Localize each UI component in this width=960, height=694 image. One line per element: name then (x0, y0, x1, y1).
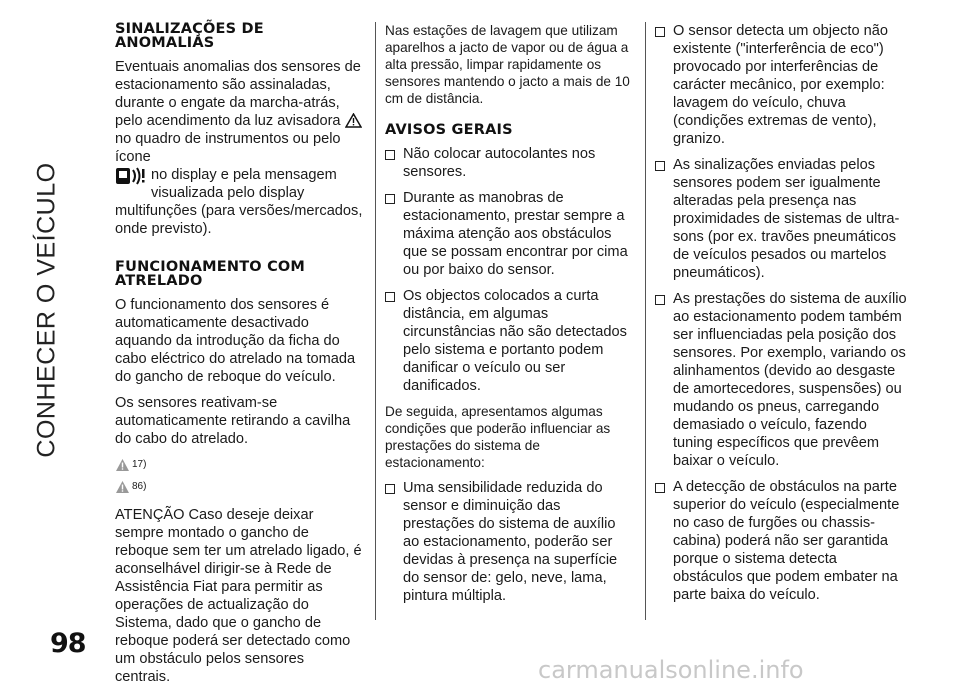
column-3 (655, 22, 910, 612)
column-divider-2 (645, 22, 646, 620)
paragraph-attention: ATENÇÃO Caso deseje deixar sempre montado o gancho de reboque sem ter um atrelado ligado, é aconselhável dirigir-se à Rede de Assistência Fiat para permitir as operações de actualização do Sistema, dado que o gancho de reboque poderá ser detectado como um obstáculo pelos sensores centrais. (115, 507, 362, 685)
list-item: O sensor detecta um objecto não existente ("interferência de eco") provocado por interferências de carácter mecânico, por exemplo: lavagem do veículo, chuva (condições extremas de vento), granizo. (655, 22, 910, 148)
reference-label-1: 17) (132, 459, 147, 470)
heading-anomalies: SINALIZAÇÕES DE ANOMALIAS (115, 21, 264, 51)
conditions-list (385, 479, 635, 605)
general-warnings-list (385, 145, 635, 395)
column-1 (115, 22, 363, 694)
list-item: Os objectos colocados a curta distância, em algumas circunstâncias não são detectados pelo sistema e portanto podem danificar o veículo ou ser danificados. (385, 287, 635, 395)
column-2 (385, 22, 635, 613)
parking-sensor-icon (115, 166, 147, 186)
anomalies-text-a: Eventuais anomalias dos sensores de estacionamento são assinaladas, durante o engate da marcha-atrás, pelo acendimento da luz avisadora (115, 59, 361, 129)
side-section-title: CONHECER O VEÍCULO (32, 162, 61, 458)
column-divider-1 (375, 22, 376, 620)
list-item: A detecção de obstáculos na parte superior do veículo (especialmente no caso de furgões ou chassis-cabina) poderá não ser garantida porque o sistema detecta obstáculos que podem embater na parte baixa do veículo. (655, 478, 910, 604)
watermark: carmanualsonline.info (538, 656, 804, 684)
page-number: 98 (50, 628, 86, 659)
paragraph-washing: Nas estações de lavagem que utilizam aparelhos a jacto de vapor ou de água a alta pressão, limpar rapidamente os sensores mantendo o jacto a mais de 10 cm de distância. (385, 23, 630, 106)
list-item: As sinalizações enviadas pelos sensores podem ser igualmente alteradas pela presença nas proximidades de sistemas de ultra-sons (por ex. travões pneumáticos de veículos pesados ou martelos pneumáticos). (655, 156, 910, 282)
anomalies-text-b: no quadro de instrumentos ou pelo ícone (115, 131, 341, 165)
heading-general-warnings: AVISOS GERAIS (385, 122, 513, 138)
paragraph-anomalies (115, 58, 363, 238)
list-item: Durante as manobras de estacionamento, prestar sempre a máxima atenção aos obstáculos que se possam encontrar por cima ou por baixo do sensor. (385, 189, 635, 279)
heading-trailer: FUNCIONAMENTO COM ATRELADO (115, 259, 306, 289)
conditions-list-continued (655, 22, 910, 604)
list-item: As prestações do sistema de auxílio ao estacionamento podem também ser influenciadas pela posição dos sensores. Por exemplo, variando os alinhamentos (devido ao desgaste de amortecedores, suspensões) ou mudando os pneus, carregando demasiado o veículo, fazendo tuning específicos que prevêem baixar o veículo. (655, 290, 910, 470)
reference-warning-2 (115, 478, 363, 496)
warning-small-icon (115, 458, 130, 472)
list-item: Não colocar autocolantes nos sensores. (385, 145, 635, 181)
paragraph-trailer-2: Os sensores reativam-se automaticamente retirando a cavilha do cabo do atrelado. (115, 395, 351, 447)
list-item: Uma sensibilidade reduzida do sensor e diminuição das prestações do sistema de auxílio ao estacionamento, poderão ser devidas à presença na superfície do sensor de: gelo, neve, lama, pintura múltipla. (385, 479, 635, 605)
anomalies-text-c: no display e pela mensagem visualizada pelo display multifunções (para versões/mercados, onde previsto). (115, 167, 363, 237)
warning-small-icon (115, 480, 130, 494)
warning-triangle-icon (345, 113, 362, 128)
reference-label-2: 86) (132, 481, 147, 492)
reference-warning-1 (115, 456, 363, 474)
paragraph-conditions: De seguida, apresentamos algumas condições que poderão influenciar as prestações do sistema de estacionamento: (385, 404, 611, 470)
paragraph-trailer-1: O funcionamento dos sensores é automaticamente desactivado aquando da introdução da ficha do cabo eléctrico do atrelado na tomada do gancho de reboque do veículo. (115, 297, 356, 385)
